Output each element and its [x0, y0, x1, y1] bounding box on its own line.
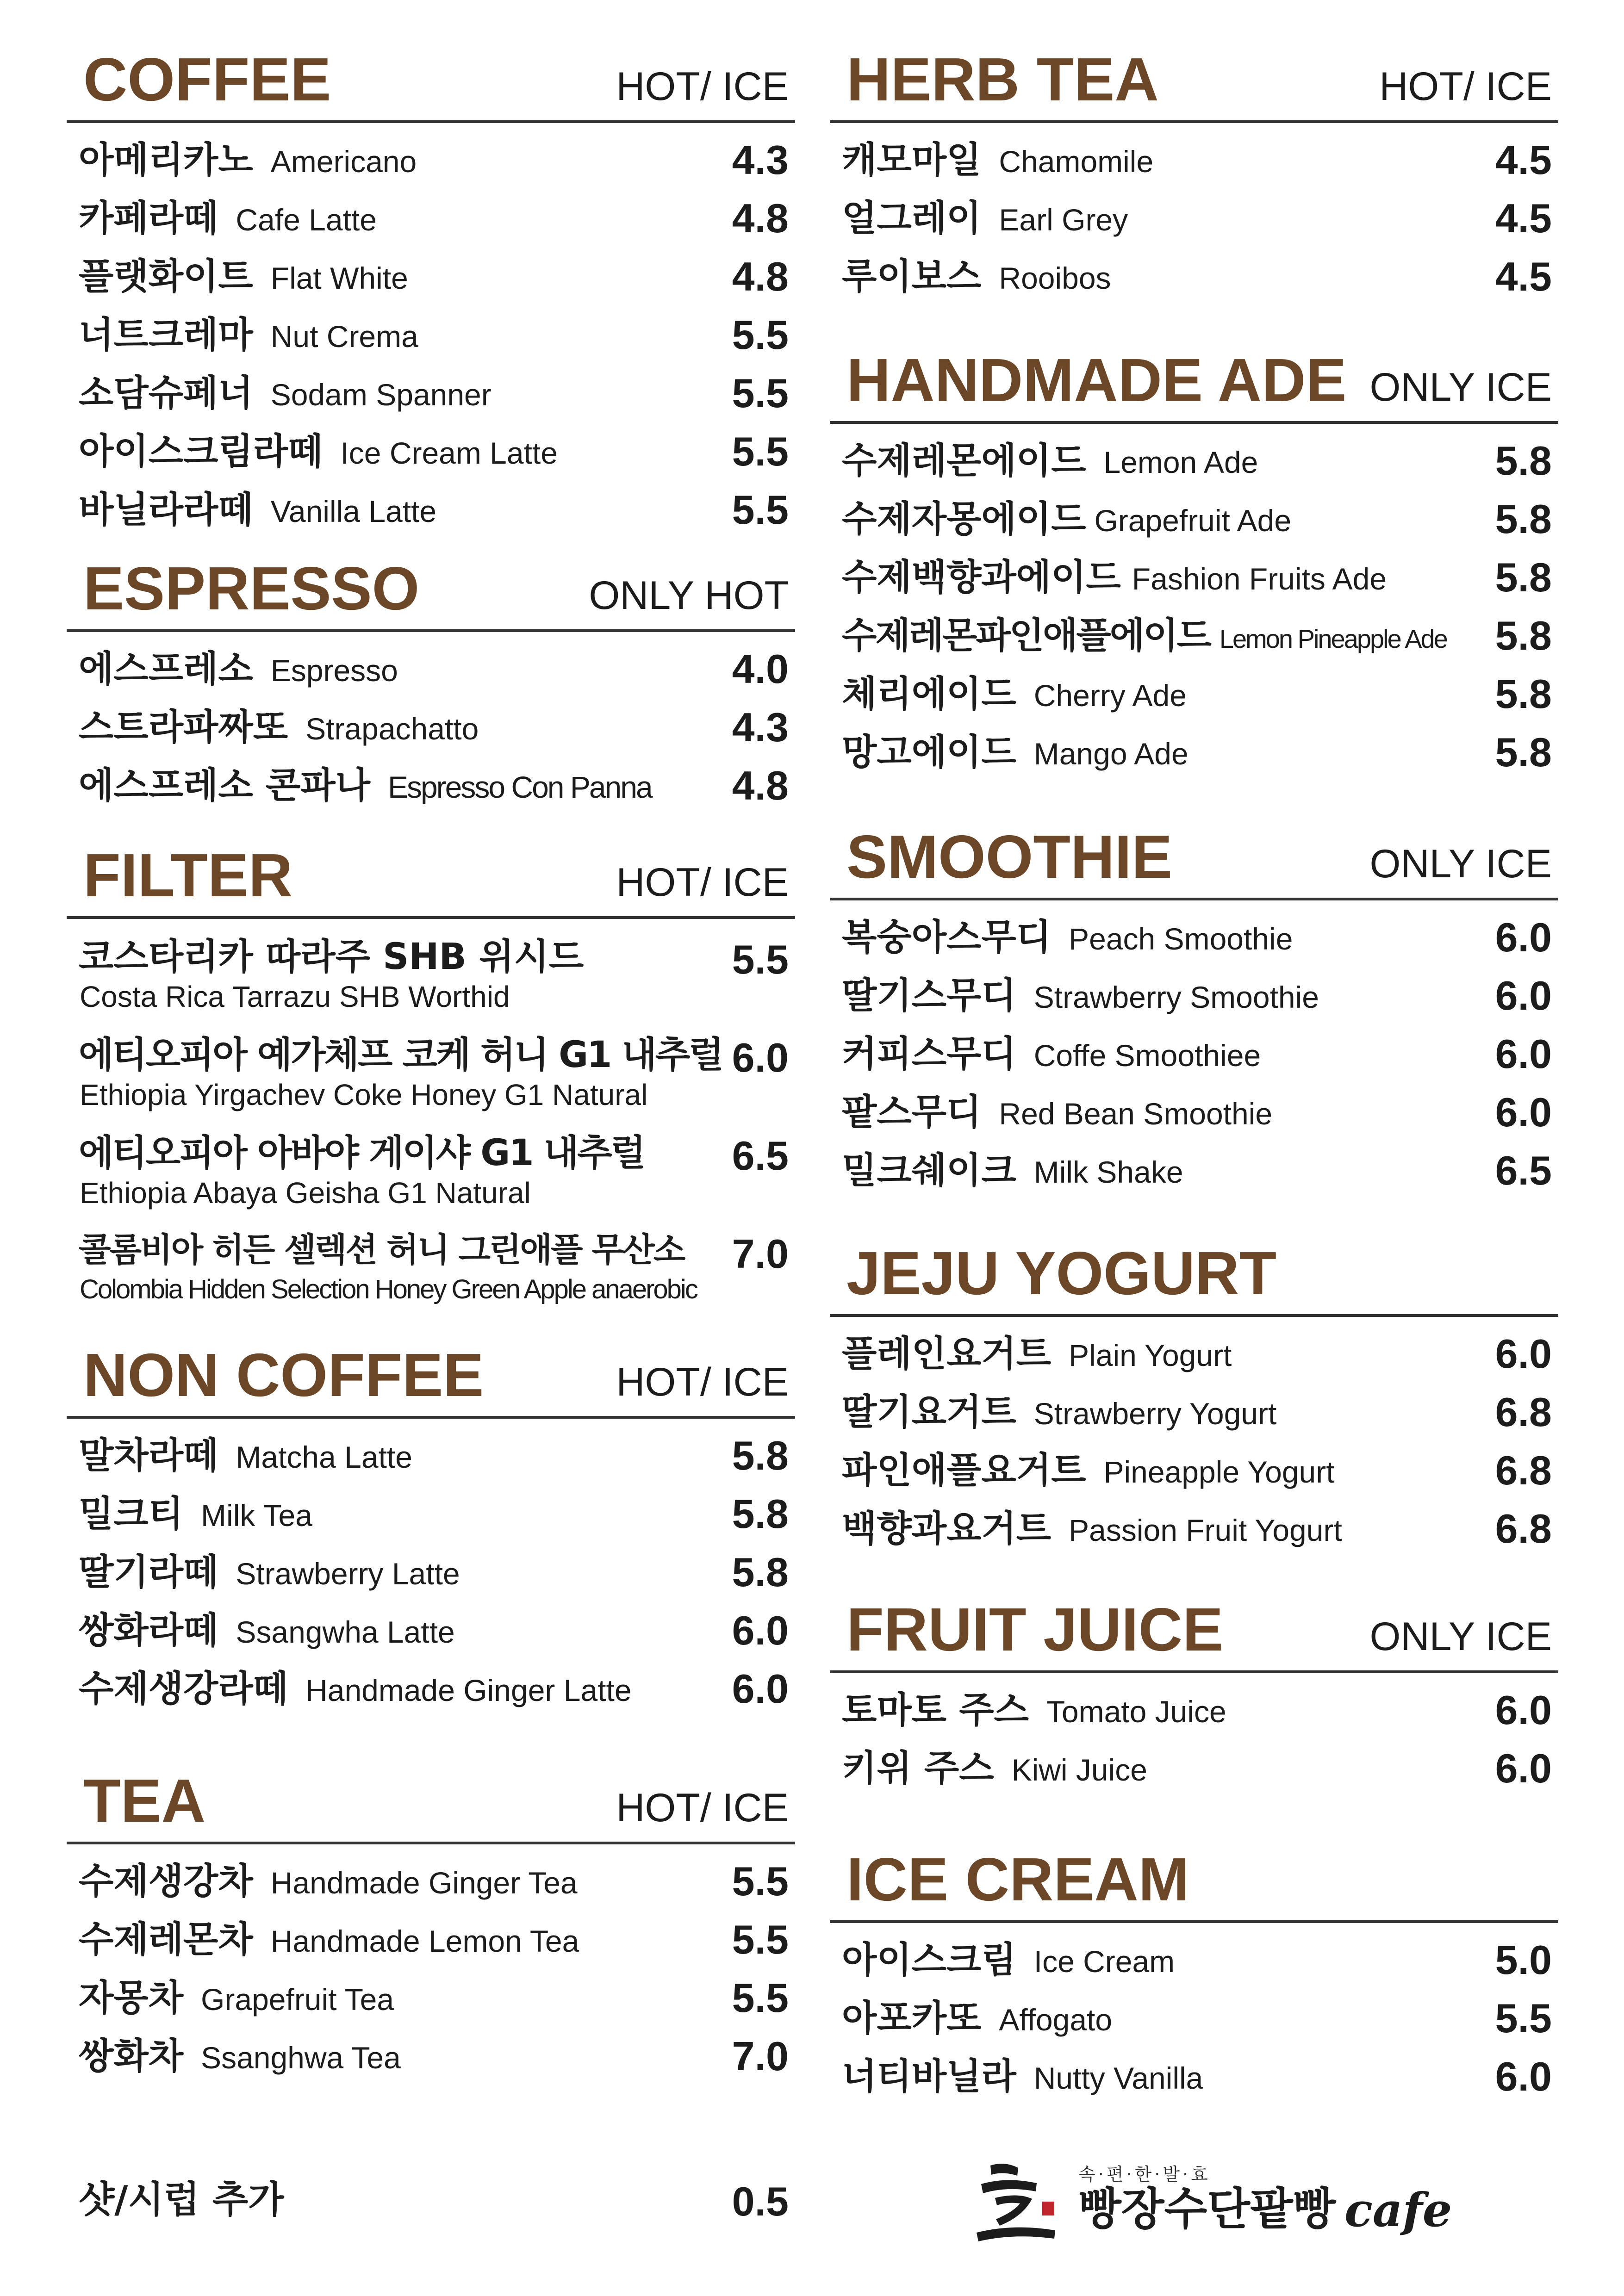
item-name-en: Coffe Smoothiee	[1033, 1038, 1261, 1073]
item-price: 4.8	[732, 254, 789, 299]
item-price: 6.8	[1495, 1506, 1552, 1551]
menu-item	[830, 668, 1558, 726]
section-temperature-tag: HOT/ ICE	[616, 1360, 789, 1404]
item-name-en: Strawberry Smoothie	[1033, 980, 1319, 1014]
section-jeju-yogurt	[830, 1235, 1558, 1561]
section-header	[67, 838, 795, 919]
menu-item	[67, 643, 795, 701]
menu-item	[67, 1224, 795, 1322]
menu-item	[67, 1430, 795, 1488]
item-price: 5.8	[1495, 729, 1552, 775]
menu-item	[830, 1934, 1558, 1992]
item-name-en: Lemon Pineapple Ade	[1219, 624, 1447, 653]
section-smoothie	[830, 819, 1558, 1203]
section-header	[67, 1337, 795, 1419]
menu-item	[67, 1914, 795, 1972]
item-name-ko: 수제백향과에이드	[842, 557, 1121, 598]
item-price: 6.0	[1495, 914, 1552, 960]
section-header	[67, 42, 795, 123]
item-price: 5.5	[732, 1858, 789, 1904]
section-title: TEA	[83, 1767, 205, 1835]
section-title: ESPRESSO	[83, 554, 420, 622]
item-name-ko: 수제레몬파인애플에이드	[842, 615, 1210, 657]
item-price: 5.8	[1495, 671, 1552, 717]
section-temperature-tag: ONLY HOT	[589, 573, 789, 618]
item-name-en: Flat White	[270, 261, 408, 295]
item-price: 6.8	[1495, 1447, 1552, 1493]
item-price: 5.8	[1495, 496, 1552, 542]
item-price: 6.0	[1495, 1089, 1552, 1135]
section-title: NON COFFEE	[83, 1341, 484, 1409]
menu-item	[67, 484, 795, 542]
menu-item	[830, 493, 1558, 552]
item-price: 6.0	[732, 1035, 789, 1080]
logo-cafe-word: cafe	[1344, 2183, 1452, 2237]
item-price: 5.8	[1495, 613, 1552, 658]
item-name-en: Ssangwha Latte	[236, 1615, 455, 1649]
section-temperature-tag: HOT/ ICE	[1379, 64, 1552, 109]
menu-item	[67, 1605, 795, 1663]
logo-brand-name: 빵장수단팥빵	[1078, 2183, 1336, 2235]
menu-item	[67, 930, 795, 1028]
section-header	[830, 819, 1558, 900]
item-name-ko: 플랫화이트	[79, 256, 253, 298]
item-price: 5.5	[1495, 1995, 1552, 2041]
menu-item	[830, 1328, 1558, 1386]
section-temperature-tag: HOT/ ICE	[616, 860, 789, 905]
section-header	[830, 342, 1558, 424]
item-name-en: Handmade Ginger Latte	[305, 1673, 632, 1707]
item-name-ko: 너티바닐라	[842, 2056, 1016, 2097]
item-name-en: Espresso	[270, 653, 398, 688]
item-name-en: Ethiopia Yirgachev Coke Honey G1 Natural	[80, 1078, 648, 1111]
item-name-ko: 백향과요거트	[842, 1508, 1052, 1550]
item-price: 4.5	[1495, 254, 1552, 299]
item-name-ko: 커피스무디	[842, 1033, 1016, 1075]
item-name-en: Costa Rica Tarrazu SHB Worthid	[80, 980, 510, 1013]
menu-item	[67, 1855, 795, 1914]
item-name-ko: 아이스크림라떼	[79, 431, 323, 472]
extra-price: 0.5	[732, 2178, 789, 2224]
item-name-en: Rooibos	[999, 261, 1111, 295]
item-name-ko: 에스프레소 콘파나	[79, 765, 370, 807]
item-name-ko: 카페라떼	[79, 198, 218, 239]
item-name-ko: 수제레몬차	[79, 1919, 253, 1961]
item-name-en: Earl Grey	[999, 203, 1128, 237]
item-name-ko: 루이보스	[842, 256, 982, 298]
item-name-ko: 밀크티	[79, 1493, 184, 1535]
item-name-en: Strapachatto	[305, 712, 479, 746]
section-temperature-tag: ONLY ICE	[1369, 365, 1552, 410]
item-price: 7.0	[732, 1231, 789, 1277]
item-price: 4.0	[732, 646, 789, 692]
item-name-ko: 키위 주스	[842, 1748, 994, 1789]
item-price: 4.3	[732, 704, 789, 750]
item-name-ko: 딸기스무디	[842, 975, 1016, 1017]
item-price: 6.0	[1495, 1331, 1552, 1377]
item-name-ko: 콜롬비아 히든 셀렉션 허니 그린애플 무산소	[79, 1230, 684, 1269]
item-name-ko: 딸기요거트	[842, 1391, 1016, 1433]
menu-item	[830, 1086, 1558, 1145]
item-name-ko: 복숭아스무디	[842, 917, 1052, 958]
item-price: 5.5	[732, 937, 789, 982]
menu-item	[830, 1684, 1558, 1743]
calligraphy-mark-icon	[963, 2147, 1069, 2249]
section-non-coffee	[67, 1337, 795, 1721]
section-espresso	[67, 551, 795, 818]
item-price: 4.8	[732, 195, 789, 241]
cafe-logo	[963, 2147, 1472, 2253]
extra-label: 샷/시럽 추가	[79, 2178, 284, 2221]
item-name-en: Grapefruit Tea	[201, 1982, 394, 2017]
item-name-ko: 자몽차	[79, 1977, 184, 2019]
item-name-en: Affogato	[999, 2003, 1113, 2037]
menu-item	[830, 134, 1558, 192]
item-name-ko: 에티오피아 예가체프 코케 허니 G1 내추럴	[79, 1034, 722, 1076]
item-price: 5.8	[1495, 438, 1552, 484]
menu-item	[67, 760, 795, 818]
menu-item	[830, 912, 1558, 970]
item-price: 4.5	[1495, 195, 1552, 241]
item-name-en: Plain Yogurt	[1069, 1338, 1232, 1372]
item-name-en: Nut Crema	[270, 319, 418, 354]
item-name-en: Ethiopia Abaya Geisha G1 Natural	[80, 1176, 531, 1210]
item-name-ko: 소담슈페너	[79, 372, 253, 414]
item-name-ko: 수제자몽에이드	[842, 498, 1086, 540]
item-name-ko: 얼그레이	[842, 198, 982, 239]
item-name-en: Strawberry Latte	[236, 1557, 460, 1591]
item-name-ko: 체리에이드	[842, 673, 1016, 715]
item-name-en: Sodam Spanner	[270, 378, 492, 412]
section-fruit-juice	[830, 1592, 1558, 1801]
section-title: HERB TEA	[846, 45, 1159, 113]
section-filter	[67, 838, 795, 1322]
item-price: 5.8	[732, 1549, 789, 1595]
item-name-en: Vanilla Latte	[270, 494, 437, 528]
menu-item	[830, 1445, 1558, 1503]
menu-item	[67, 2030, 795, 2089]
item-price: 5.8	[732, 1491, 789, 1537]
item-price: 4.3	[732, 137, 789, 183]
item-price: 6.0	[1495, 1687, 1552, 1733]
menu-item	[67, 1488, 795, 1546]
menu-item	[67, 1663, 795, 1721]
item-name-en: Strawberry Yogurt	[1033, 1396, 1277, 1431]
item-name-en: Lemon Ade	[1103, 445, 1258, 479]
item-name-en: Matcha Latte	[236, 1440, 412, 1474]
item-price: 5.5	[732, 1917, 789, 1962]
item-name-en: Handmade Lemon Tea	[270, 1924, 579, 1958]
menu-item	[830, 1743, 1558, 1801]
item-name-en: Espresso Con Panna	[387, 770, 652, 804]
menu-item	[830, 192, 1558, 251]
menu-item	[830, 1992, 1558, 2051]
item-name-ko: 말차라떼	[79, 1435, 218, 1477]
section-ice-cream	[830, 1842, 1558, 2109]
item-name-en: Passion Fruit Yogurt	[1069, 1513, 1342, 1547]
menu-item	[67, 134, 795, 192]
item-price: 6.5	[1495, 1148, 1552, 1193]
item-name-ko: 쌍화차	[79, 2035, 184, 2077]
menu-item	[830, 1386, 1558, 1445]
item-price: 5.5	[732, 370, 789, 416]
menu-item	[67, 1546, 795, 1605]
item-price: 6.8	[1495, 1389, 1552, 1435]
section-temperature-tag: HOT/ ICE	[616, 64, 789, 109]
section-header	[67, 551, 795, 632]
item-name-ko: 수제생강라떼	[79, 1668, 288, 1710]
item-name-en: Kiwi Juice	[1011, 1753, 1147, 1787]
section-tea	[67, 1763, 795, 2089]
menu-item	[830, 2051, 1558, 2109]
item-price: 6.0	[1495, 973, 1552, 1018]
menu-item	[67, 426, 795, 484]
section-temperature-tag: HOT/ ICE	[616, 1786, 789, 1830]
item-price: 5.8	[1495, 554, 1552, 600]
item-name-en: Grapefruit Ade	[1094, 503, 1292, 538]
item-name-en: Colombia Hidden Selection Honey Green Apple anaerobic	[80, 1274, 697, 1304]
item-name-ko: 망고에이드	[842, 732, 1016, 773]
item-name-ko: 수제레몬에이드	[842, 440, 1086, 482]
item-price: 5.5	[732, 487, 789, 533]
menu-item	[830, 251, 1558, 309]
section-title: FILTER	[83, 841, 293, 909]
item-name-en: Mango Ade	[1033, 737, 1188, 771]
item-name-ko: 에티오피아 아바야 게이샤 G1 내추럴	[79, 1132, 644, 1174]
item-name-en: Red Bean Smoothie	[999, 1097, 1273, 1131]
logo-tagline: 속·편·한·발·효	[1078, 2164, 1211, 2184]
item-price: 7.0	[732, 2033, 789, 2079]
menu-item	[67, 251, 795, 309]
menu-item	[67, 1972, 795, 2030]
section-temperature-tag: ONLY ICE	[1369, 1614, 1552, 1659]
item-name-en: Cafe Latte	[236, 203, 377, 237]
item-price: 6.0	[1495, 2054, 1552, 2099]
item-price: 6.0	[1495, 1031, 1552, 1077]
section-header	[830, 1592, 1558, 1673]
item-name-ko: 파인애플요거트	[842, 1450, 1086, 1491]
item-price: 6.5	[732, 1133, 789, 1179]
item-name-ko: 코스타리카 따라주 SHB 위시드	[79, 936, 584, 978]
item-name-ko: 쌍화라떼	[79, 1610, 218, 1651]
item-name-ko: 아이스크림	[842, 1939, 1016, 1981]
item-price: 5.5	[732, 428, 789, 474]
item-name-en: Ssanghwa Tea	[201, 2041, 401, 2075]
item-price: 5.8	[732, 1433, 789, 1478]
section-title: COFFEE	[83, 45, 331, 113]
section-title: ICE CREAM	[846, 1845, 1189, 1913]
item-name-en: Milk Tea	[201, 1498, 312, 1533]
section-header	[830, 42, 1558, 123]
item-name-ko: 스트라파짜또	[79, 707, 288, 748]
item-name-en: Chamomile	[999, 144, 1154, 179]
section-title: JEJU YOGURT	[846, 1239, 1277, 1307]
menu-item	[830, 1503, 1558, 1561]
section-handmade-ade	[830, 342, 1558, 785]
item-name-en: Peach Smoothie	[1069, 922, 1293, 956]
section-header	[830, 1235, 1558, 1317]
item-name-ko: 팥스무디	[842, 1092, 982, 1133]
section-title: HANDMADE ADE	[846, 346, 1347, 414]
section-herb-tea	[830, 42, 1558, 309]
item-name-en: Nutty Vanilla	[1033, 2061, 1203, 2095]
item-price: 6.0	[732, 1666, 789, 1712]
item-name-ko: 아메리카노	[79, 139, 253, 181]
section-title: FRUIT JUICE	[846, 1595, 1224, 1663]
section-header	[830, 1842, 1558, 1923]
item-name-ko: 밀크쉐이크	[842, 1150, 1016, 1191]
menu-item	[67, 192, 795, 251]
item-name-en: Cherry Ade	[1033, 678, 1187, 713]
item-name-en: Pineapple Yogurt	[1103, 1455, 1335, 1489]
menu-item	[830, 435, 1558, 493]
item-name-ko: 바닐라라떼	[79, 489, 253, 531]
item-name-en: Fashion Fruits Ade	[1132, 562, 1387, 596]
menu-item	[67, 701, 795, 760]
menu-item	[830, 552, 1558, 610]
menu-item	[67, 1126, 795, 1224]
item-name-en: Tomato Juice	[1046, 1694, 1226, 1729]
item-price: 4.5	[1495, 137, 1552, 183]
item-name-ko: 아포카또	[842, 1998, 982, 2039]
item-name-ko: 플레인요거트	[842, 1333, 1052, 1375]
item-price: 6.0	[732, 1607, 789, 1653]
menu-item	[830, 1028, 1558, 1086]
extra-shot-syrup	[67, 2175, 795, 2235]
item-price: 4.8	[732, 763, 789, 808]
item-name-en: Milk Shake	[1033, 1155, 1183, 1189]
item-price: 5.0	[1495, 1937, 1552, 1983]
menu-item	[67, 309, 795, 367]
menu-item	[830, 970, 1558, 1028]
item-name-en: Ice Cream	[1033, 1944, 1175, 1979]
item-name-en: Americano	[270, 144, 417, 179]
item-name-ko: 에스프레소	[79, 648, 253, 690]
item-name-ko: 딸기라떼	[79, 1551, 218, 1593]
section-coffee	[67, 42, 795, 542]
item-name-ko: 토마토 주스	[842, 1689, 1029, 1731]
item-price: 6.0	[1495, 1745, 1552, 1791]
item-price: 5.5	[732, 1975, 789, 2021]
section-title: SMOOTHIE	[846, 823, 1173, 891]
item-name-en: Ice Cream Latte	[340, 436, 558, 470]
menu-item	[830, 1145, 1558, 1203]
item-name-ko: 너트크레마	[79, 314, 253, 356]
item-name-ko: 수제생강차	[79, 1861, 253, 1902]
menu-item	[830, 726, 1558, 785]
item-name-ko: 캐모마일	[842, 139, 982, 181]
section-temperature-tag: ONLY ICE	[1369, 842, 1552, 886]
item-name-en: Handmade Ginger Tea	[270, 1866, 578, 1900]
menu-item	[67, 1028, 795, 1126]
section-header	[67, 1763, 795, 1844]
menu-item	[67, 367, 795, 426]
item-price: 5.5	[732, 312, 789, 358]
menu-item	[830, 610, 1558, 668]
